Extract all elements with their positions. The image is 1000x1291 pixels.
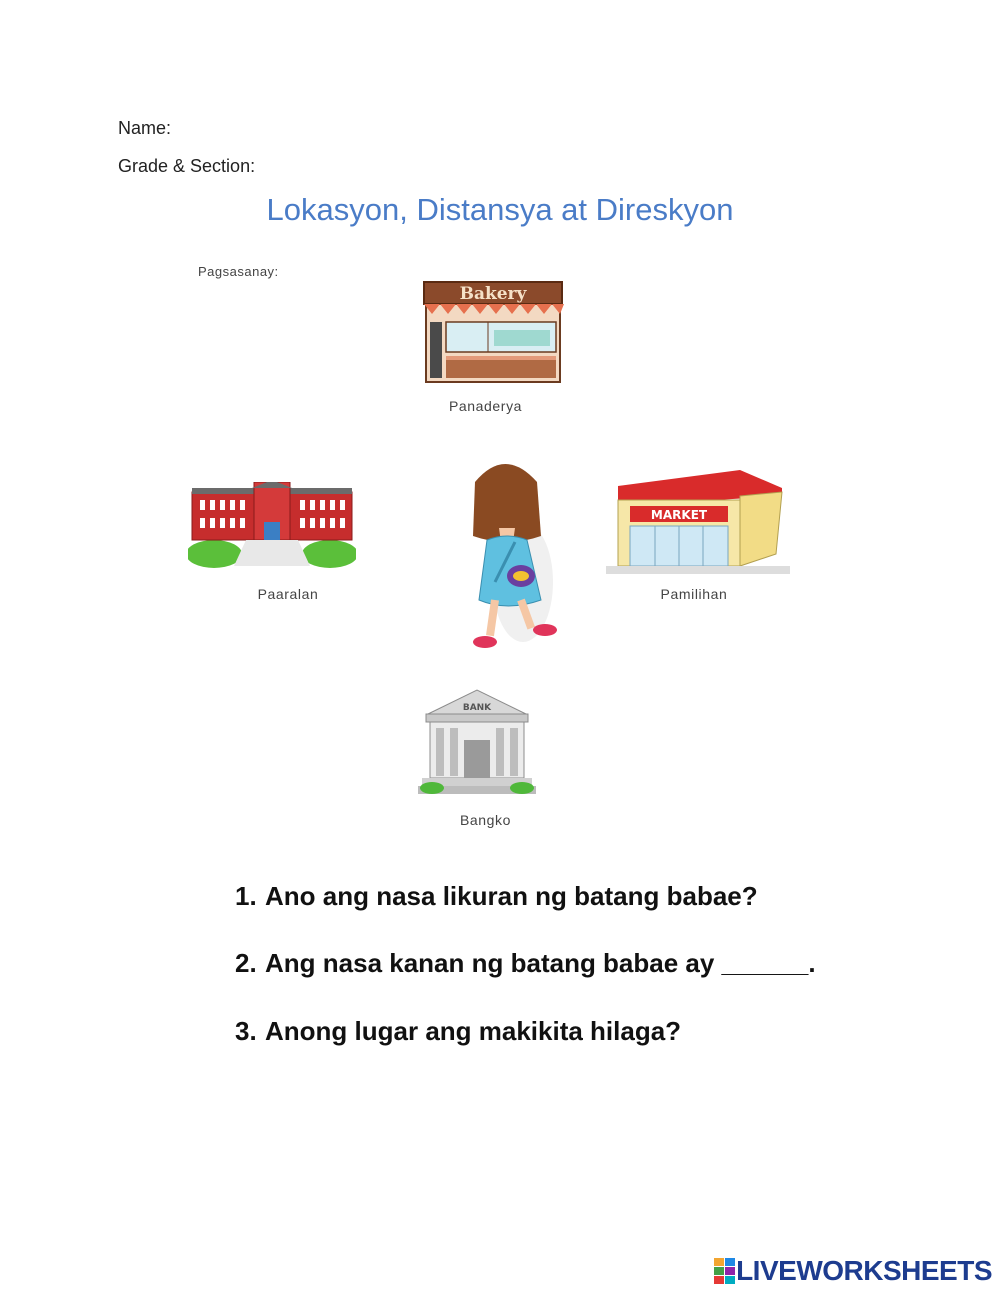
worksheet-title: Lokasyon, Distansya at Direskyon: [266, 192, 734, 227]
question-1: [235, 881, 758, 912]
question-number: 1.: [235, 881, 257, 911]
market-sign: MARKET: [650, 508, 708, 522]
bank-caption: Bangko: [459, 812, 512, 828]
question-2: [235, 948, 816, 979]
liveworksheets-logo-icon: [714, 1258, 736, 1284]
bakery-caption: Panaderya: [448, 398, 523, 414]
question-text: Ano ang nasa likuran ng batang babae?: [265, 881, 758, 911]
school-illustration: [188, 482, 356, 574]
question-number: 3.: [235, 1016, 257, 1046]
exercise-label: Pagsasanay:: [198, 264, 279, 279]
bank-sign: BANK: [462, 703, 492, 713]
question-text: Ang nasa kanan ng batang babae ay ______.: [265, 948, 816, 978]
liveworksheets-logo[interactable]: [714, 1255, 992, 1287]
market-caption: Pamilihan: [660, 586, 728, 602]
logo-text: LIVEWORKSHEETS: [736, 1255, 992, 1286]
school-caption: Paaralan: [257, 586, 319, 602]
bakery-illustration: [418, 272, 568, 388]
girl-illustration: [455, 452, 565, 660]
question-number: 2.: [235, 948, 257, 978]
bank-illustration: [418, 688, 536, 798]
question-3: [235, 1016, 681, 1047]
market-illustration: [606, 466, 790, 578]
grade-section-label: Grade & Section:: [118, 156, 256, 176]
question-text: Anong lugar ang makikita hilaga?: [265, 1016, 682, 1046]
bakery-sign: Bakery: [459, 284, 527, 304]
name-label: Name:: [118, 118, 172, 138]
